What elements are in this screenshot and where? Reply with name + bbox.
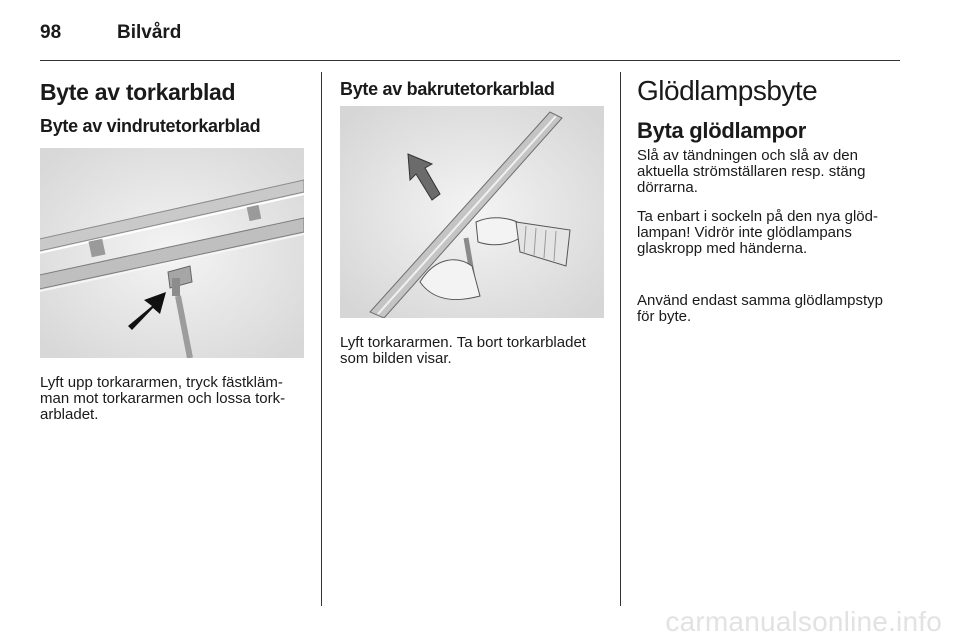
paragraph-1: Slå av tändningen och slå av den aktuella strömställaren resp. stäng dörrarna.: [637, 147, 866, 196]
windscreen-wiper-illustration: [40, 148, 304, 358]
heading-bulb-replacement: Glödlampsbyte: [637, 75, 818, 106]
rear-wiper-illustration: [340, 106, 604, 318]
column-divider-2: [620, 72, 621, 606]
page-number: 98: [40, 22, 62, 43]
heading-rear-wiper: Byte av bakrutetorkarblad: [340, 79, 555, 99]
paragraph-2: Ta enbart i sockeln på den nya glöd- lampan! Vidrör inte glödlampans glaskropp med händerna.: [637, 208, 878, 257]
watermark: carmanualsonline.info: [665, 606, 942, 637]
caption-windscreen-wiper: Lyft upp torkararmen, tryck fästkläm- man mot torkararmen och lossa tork- arbladet.: [40, 374, 286, 423]
subheading-windscreen-wiper: Byte av vindrutetorkarblad: [40, 116, 261, 136]
caption-rear-wiper: Lyft torkararmen. Ta bort torkarbladet som bilden visar.: [340, 334, 586, 367]
heading-wiper-blade-replacement: Byte av torkarblad: [40, 79, 236, 105]
column-divider-1: [321, 72, 322, 606]
section-title: Bilvård: [117, 22, 182, 43]
subheading-replace-bulbs: Byta glödlampor: [637, 118, 807, 143]
paragraph-3: Använd endast samma glödlampstyp för byte.: [637, 292, 883, 325]
header-rule: [40, 60, 900, 61]
